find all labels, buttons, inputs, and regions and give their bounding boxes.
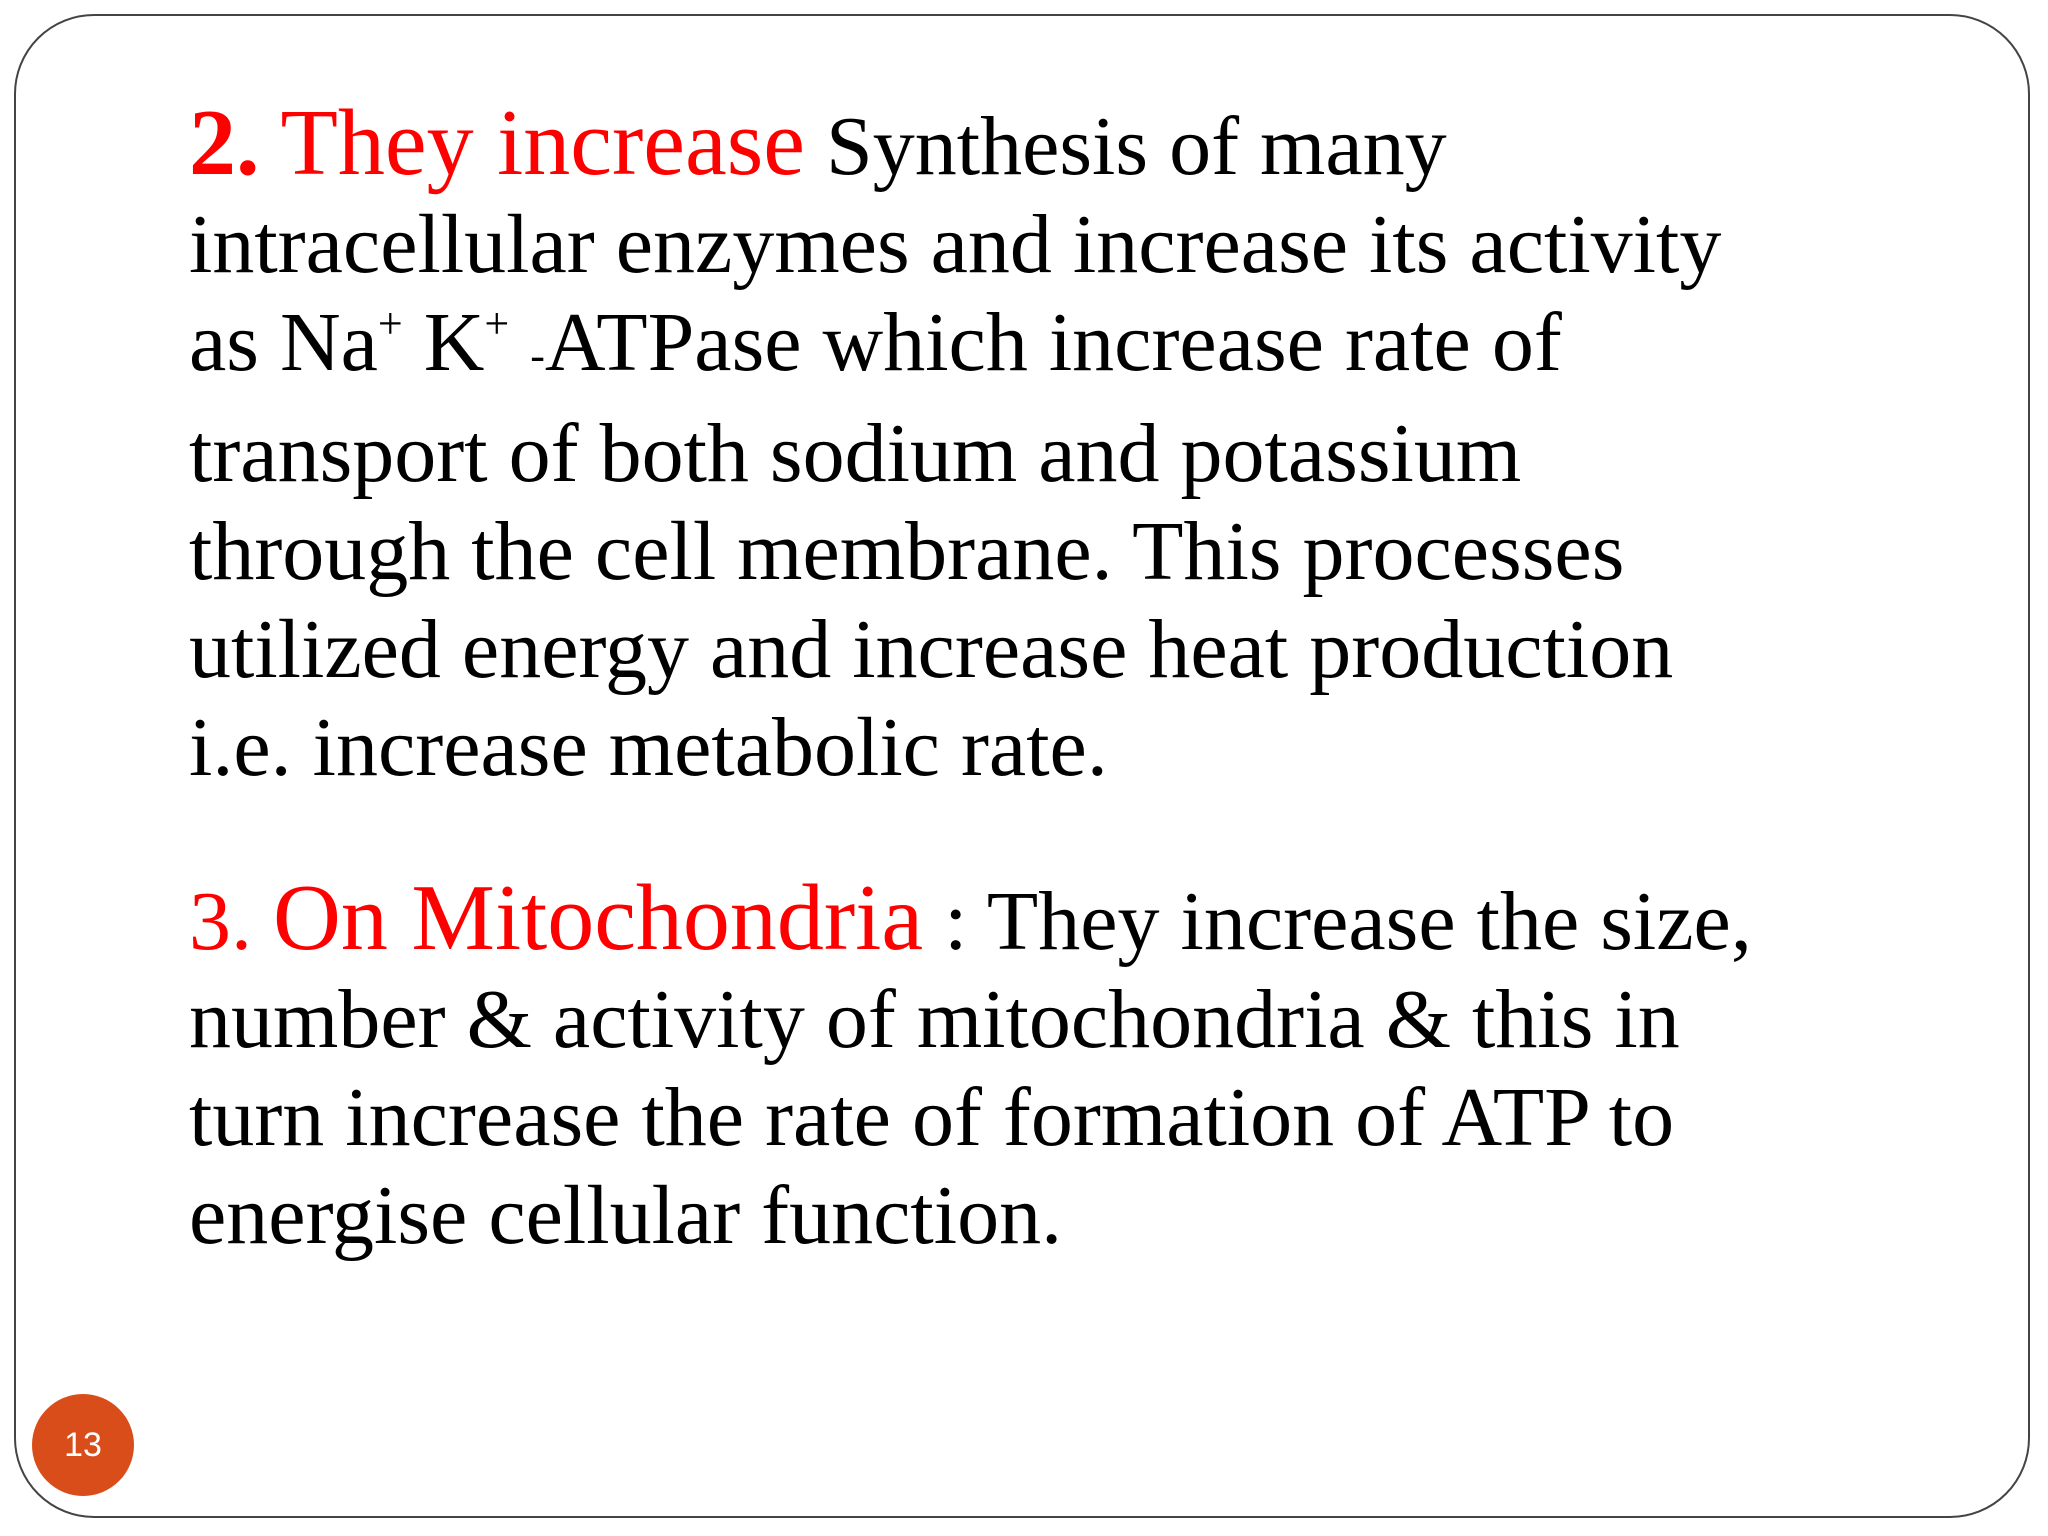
point-2-line-4: transport of both sodium and potassium: [189, 407, 1522, 500]
point-2-line-7: i.e. increase metabolic rate.: [189, 701, 1108, 794]
point-3-line-1: [189, 866, 1949, 971]
point-2-line-1-text: Synthesis of many: [826, 100, 1447, 193]
point-2-line-3-text: ATPase which increase rate of: [544, 296, 1562, 389]
sodium-charge-superscript: +: [377, 299, 403, 348]
atpase-dash: -: [530, 331, 545, 380]
point-2: [189, 91, 1949, 797]
potassium-symbol: K: [423, 296, 485, 389]
point-2-line-2: intracellular enzymes and increase its activity: [189, 198, 1722, 291]
point-3-line-1-text: : They increase the size,: [944, 875, 1752, 968]
page-number-badge: 13: [32, 1394, 134, 1496]
potassium-charge-superscript: +: [484, 299, 510, 348]
point-2-line-3: [189, 294, 1949, 405]
point-2-line-1: [189, 91, 1949, 196]
point-2-line-6: utilized energy and increase heat production: [189, 603, 1674, 696]
point-3-line-4: energise cellular function.: [189, 1169, 1063, 1262]
point-3: [189, 866, 1949, 1265]
point-2-heading: They increase: [280, 91, 806, 195]
slide-content: [189, 91, 1949, 1265]
point-2-line-3-prefix: as Na: [189, 296, 378, 389]
slide-frame: [14, 14, 2030, 1518]
point-3-line-3: turn increase the rate of formation of ATP to: [189, 1071, 1675, 1164]
point-3-heading: On Mitochondria: [273, 866, 924, 970]
point-3-line-2: number & activity of mitochondria & this in: [189, 973, 1680, 1066]
point-2-number: 2.: [189, 91, 260, 195]
point-3-number: 3.: [189, 875, 252, 968]
point-2-line-5: through the cell membrane. This processes: [189, 505, 1625, 598]
